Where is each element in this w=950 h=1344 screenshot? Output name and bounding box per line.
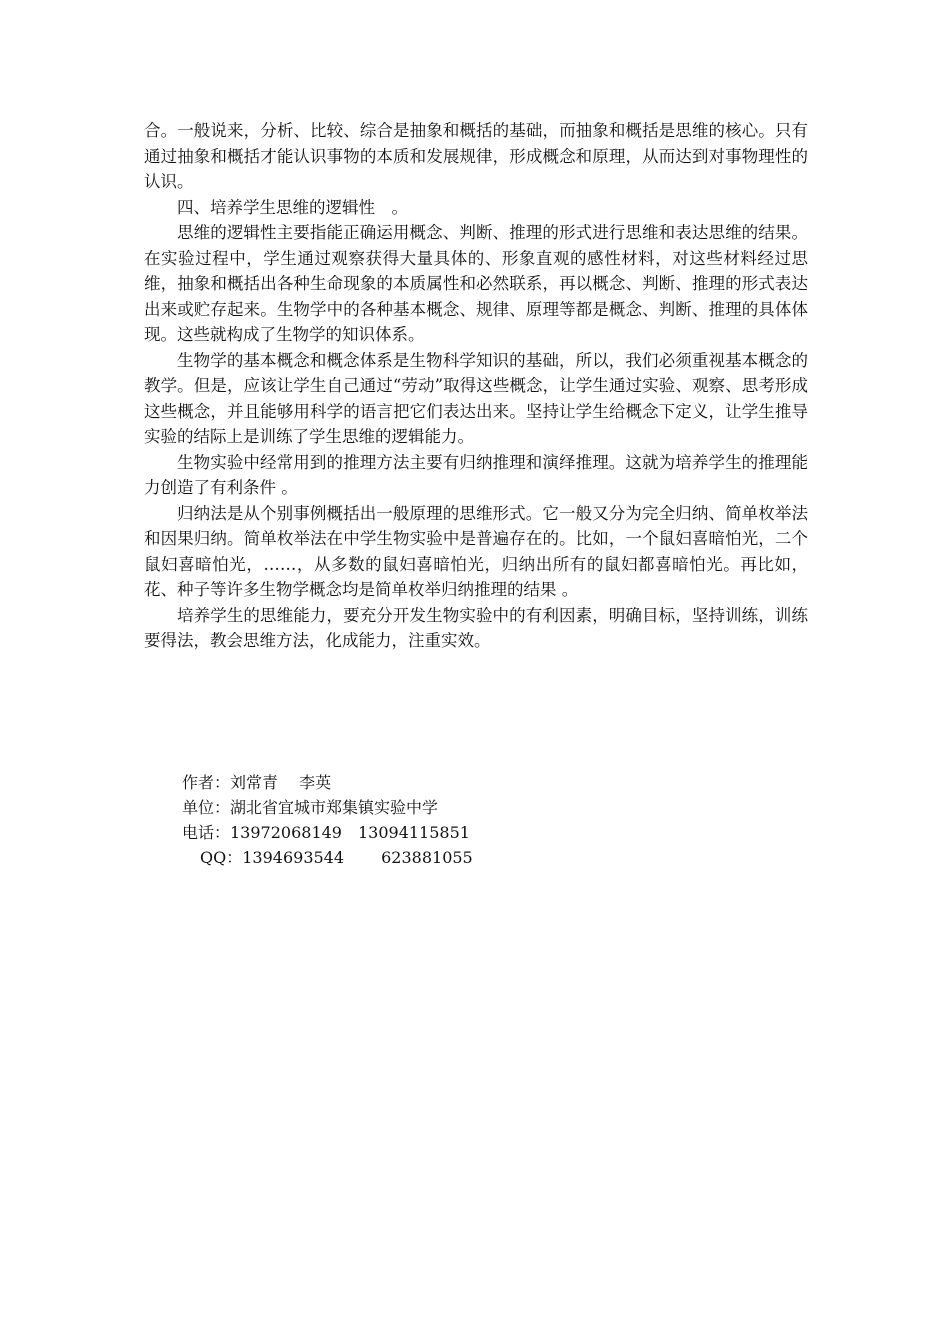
paragraph-conclusion: 培养学生的思维能力，要充分开发生物实验中的有利因素，明确目标，坚持训练，训练要得法，教会思维方法，化成能力，注重实效。 xyxy=(144,605,808,650)
paragraph-logic-definition: 思维的逻辑性主要指能正确运用概念、判断、推理的形式进行思维和表达思维的结果。在实验过程中，学生通过观察获得大量具体的、形象直观的感性材料，对这些材料经过思维，抽象和概括出各种生命现象的本质属性和必然联系，再以概念、判断、推理的形式表达出来或贮存起来。生物学中的各种基本概念、规律、原理等都是概念、判断、推理的具体体现。这些就构成了生物学的知识体系。 xyxy=(144,223,808,344)
unit-line: 单位：湖北省宜城市郑集镇实验中学 xyxy=(182,798,439,817)
paragraph-continuation: 合。一般说来，分析、比较、综合是抽象和概括的基础，而抽象和概括是思维的核心。只有通过抽象和概括才能认识事物的本质和发展规律，形成概念和原理，从而达到对事物理性的认识。 xyxy=(144,121,808,191)
qq-line: QQ：1394693544 623881055 xyxy=(200,848,473,867)
paragraph-reasoning-methods: 生物实验中经常用到的推理方法主要有归纳推理和演绎推理。这就为培养学生的推理能力创造了有利条件 。 xyxy=(144,452,808,497)
paragraph-induction: 归纳法是从个别事例概括出一般原理的思维形式。它一般又分为完全归纳、简单枚举法和因果归纳。简单枚举法在中学生物实验中是普遍存在的。比如，一个鼠妇喜暗怕光，二个鼠妇喜暗怕光，……，从多数的鼠妇喜暗怕光，归纳出所有的鼠妇都喜暗怕光。再比如，花、种子等许多生物学概念均是简单枚举归纳推理的结果 。 xyxy=(144,503,808,599)
document-body xyxy=(144,118,808,654)
phone-line: 电话：13972068149 13094115851 xyxy=(182,823,470,842)
section-heading-four: 四、培养学生思维的逻辑性 。 xyxy=(177,197,408,217)
paragraph-concept-teaching: 生物学的基本概念和概念体系是生物科学知识的基础，所以，我们必须重视基本概念的教学。但是，应该让学生自己通过“劳动”取得这些概念，让学生通过实验、观察、思考形成这些概念，并且能够用科学的语言把它们表达出来。坚持让学生给概念下定义，让学生推导实验的结际上是训练了学生思维的逻辑能力。 xyxy=(144,350,808,446)
author-info xyxy=(182,770,473,870)
author-line: 作者：刘常青 李英 xyxy=(182,773,332,792)
